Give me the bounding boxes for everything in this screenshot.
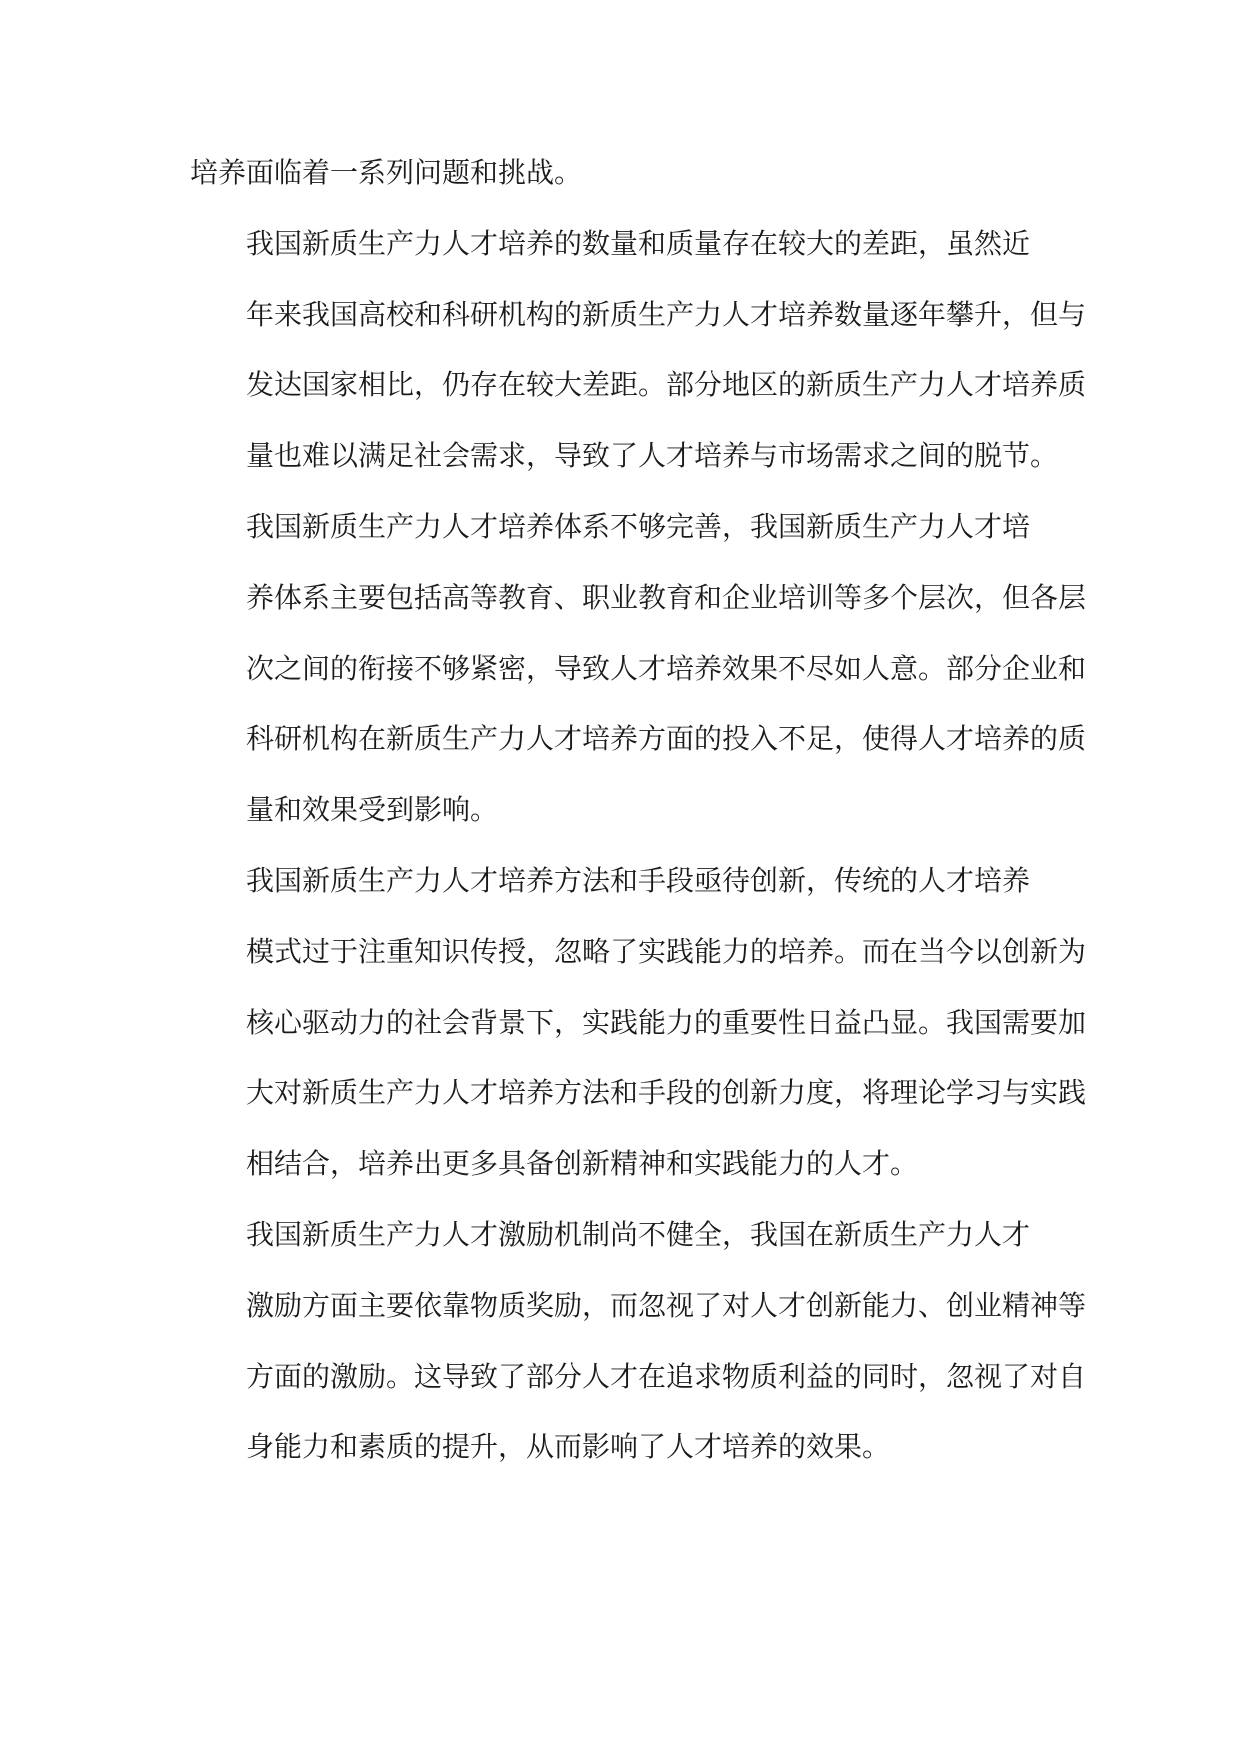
text-line: 模式过于注重知识传授，忽略了实践能力的培养。而在当今以创新为	[246, 934, 1087, 968]
text-line: 激励方面主要依靠物质奖励，而忽视了对人才创新能力、创业精神等	[246, 1288, 1087, 1322]
text-line: 核心驱动力的社会背景下，实践能力的重要性日益凸显。我国需要加	[246, 1005, 1087, 1039]
text-line: 相结合，培养出更多具备创新精神和实践能力的人才。	[246, 1147, 919, 1181]
text-line: 次之间的衔接不够紧密，导致人才培养效果不尽如人意。部分企业和	[246, 651, 1087, 685]
text-line: 发达国家相比，仍存在较大差距。部分地区的新质生产力人才培养质	[246, 368, 1087, 402]
text-line: 我国新质生产力人才培养的数量和质量存在较大的差距，虽然近	[246, 226, 1031, 260]
paragraph	[190, 492, 1087, 846]
text-line: 量也难以满足社会需求，导致了人才培养与市场需求之间的脱节。	[246, 439, 1059, 473]
body-text	[190, 138, 1087, 1483]
text-line: 方面的激励。这导致了部分人才在追求物质利益的同时，忽视了对自	[246, 1359, 1087, 1393]
text-line: 我国新质生产力人才激励机制尚不健全，我国在新质生产力人才	[246, 1217, 1031, 1251]
text-line: 科研机构在新质生产力人才培养方面的投入不足，使得人才培养的质	[246, 722, 1087, 756]
text-line: 年来我国高校和科研机构的新质生产力人才培养数量逐年攀升，但与	[246, 297, 1087, 331]
paragraph	[190, 846, 1087, 1200]
paragraph	[190, 138, 1050, 209]
text-line: 大对新质生产力人才培养方法和手段的创新力度，将理论学习与实践	[246, 1076, 1087, 1110]
text-line: 量和效果受到影响。	[246, 793, 499, 827]
paragraph	[190, 209, 1087, 492]
paragraph	[190, 1200, 1087, 1483]
text-line: 我国新质生产力人才培养方法和手段亟待创新，传统的人才培养	[246, 863, 1031, 897]
text-line: 身能力和素质的提升，从而影响了人才培养的效果。	[246, 1430, 891, 1464]
text-line: 培养面临着一系列问题和挑战。	[190, 156, 583, 189]
text-line: 我国新质生产力人才培养体系不够完善，我国新质生产力人才培	[246, 509, 1031, 543]
text-line: 养体系主要包括高等教育、职业教育和企业培训等多个层次，但各层	[246, 580, 1087, 614]
